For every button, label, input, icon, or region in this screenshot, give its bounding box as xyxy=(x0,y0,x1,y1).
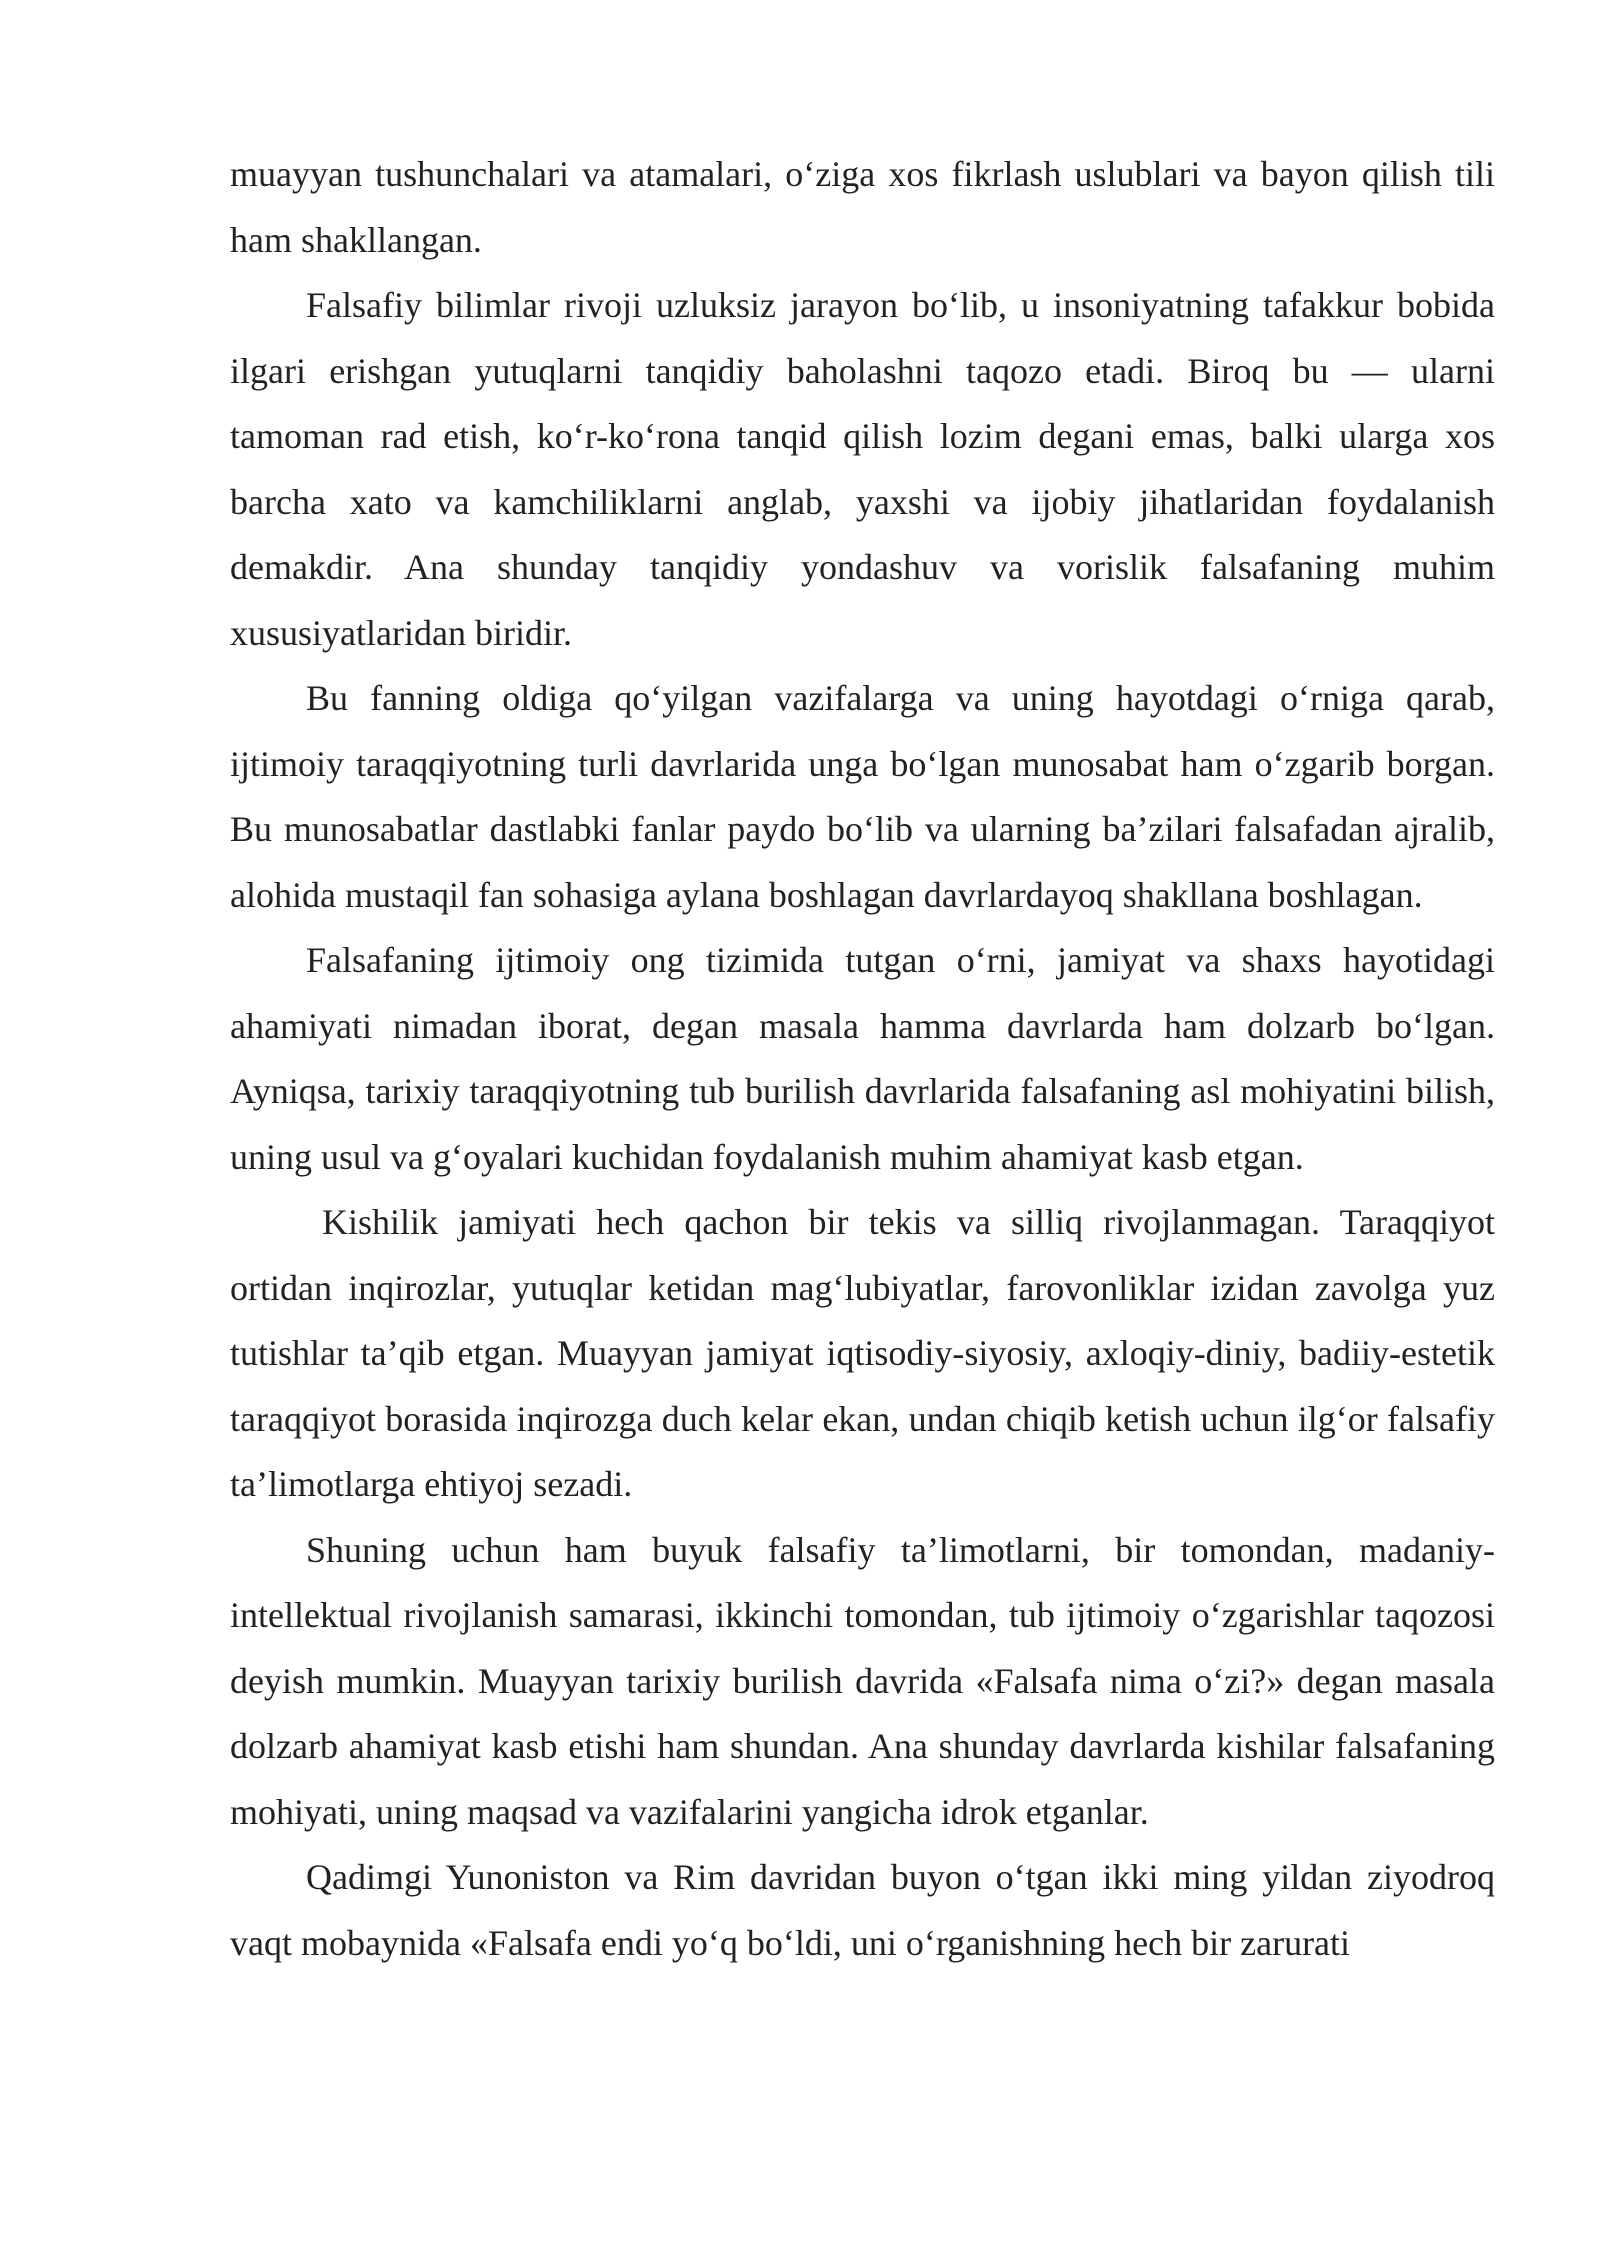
paragraph-qadimgi-yunoniston: Qadimgi Yunoniston va Rim davridan buyon o‘tgan ikki ming yildan ziyodroq vaqt mobaynida «Falsafa endi yo‘q bo‘ldi, uni o‘rganishning hech bir zarurati xyxy=(230,1857,1495,1963)
paragraph-shuning-uchun: Shuning uchun ham buyuk falsafiy ta’limotlarni, bir tomondan, madaniy-intellektual rivojlanish samarasi, ikkinchi tomondan, tub ijtimoiy o‘zgarishlar taqozosi deyish mumkin. Muayyan tarixiy burilish davrida «Falsafa nima o‘zi?» degan masala dolzarb ahamiyat kasb etishi ham shundan. Ana shunday davrlarda kishilar falsafaning mohiyati, uning maqsad va vazifalarini yangicha idrok etganlar. xyxy=(230,1529,1495,1832)
paragraph-continuation: muayyan tushunchalari va atamalari, o‘ziga xos fikrlash uslublari va bayon qilish tili ham shakllangan. xyxy=(230,154,1495,260)
paragraph-bu-fanning: Bu fanning oldiga qo‘yilgan vazifalarga va uning hayotdagi o‘rniga qarab, ijtimoiy taraqqiyotning turli davrlarida unga bo‘lgan munosabat ham o‘zgarib borgan. Bu munosabatlar dastlabki fanlar paydo bo‘lib va ularning ba’zilari falsafadan ajralib, alohida mustaqil fan sohasiga aylana boshlagan davrlardayoq shakllana boshlagan. xyxy=(230,678,1495,915)
document-page xyxy=(230,142,1495,1976)
paragraph-kishilik-jamiyati: Kishilik jamiyati hech qachon bir tekis va silliq rivojlanmagan. Taraqqiyot ortidan inqirozlar, yutuqlar ketidan mag‘lubiyatlar, farovonliklar izidan zavolga yuz tutishlar ta’qib etgan. Muayyan jamiyat iqtisodiy-siyosiy, axloqiy-diniy, badiiy-estetik taraqqiyot borasida inqirozga duch kelar ekan, undan chiqib ketish uchun ilg‘or falsafiy ta’limotlarga ehtiyoj sezadi. xyxy=(230,1202,1495,1504)
paragraph-falsafaning-ijtimoiy: Falsafaning ijtimoiy ong tizimida tutgan o‘rni, jamiyat va shaxs hayotidagi ahamiyati nimadan iborat, degan masala hamma davrlarda ham dolzarb bo‘lgan. Ayniqsa, tarixiy taraqqiyotning tub burilish davrlarida falsafaning asl mohiyatini bilish, uning usul va g‘oyalari kuchidan foydalanish muhim ahamiyat kasb etgan. xyxy=(230,940,1495,1177)
paragraph-falsafiy-bilimlar: Falsafiy bilimlar rivoji uzluksiz jarayon bo‘lib, u insoniyatning tafakkur bobida ilgari erishgan yutuqlarni tanqidiy baholashni taqozo etadi. Biroq bu — ularni tamoman rad etish, ko‘r-ko‘rona tanqid qilish lozim degani emas, balki ularga xos barcha xato va kamchiliklarni anglab, yaxshi va ijobiy jihatlaridan foydalanish demakdir. Ana shunday tanqidiy yondashuv va vorislik falsafaning muhim xususiyatlaridan biridir. xyxy=(230,285,1495,653)
